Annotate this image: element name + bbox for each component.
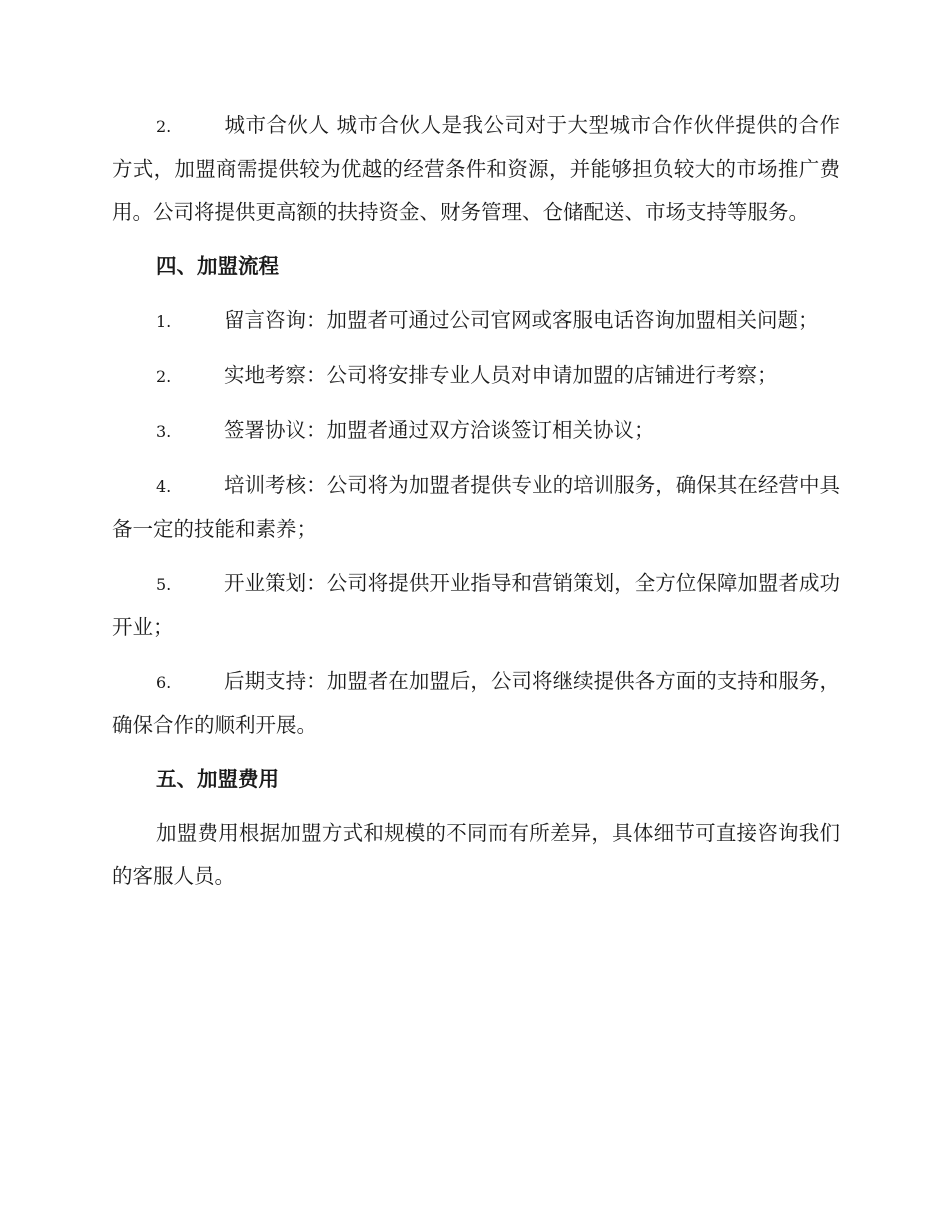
- step-text: 开业策划：公司将提供开业指导和营销策划，全方位保障加盟者成功开业；: [112, 571, 840, 639]
- step-text: 实地考察：公司将安排专业人员对申请加盟的店铺进行考察；: [224, 363, 778, 387]
- fees-paragraph: 加盟费用根据加盟方式和规模的不同而有所差异，具体细节可直接咨询我们的客服人员。: [112, 821, 840, 888]
- step-number: 4.: [156, 477, 172, 496]
- item-text: 城市合伙人 城市合伙人是我公司对于大型城市合作伙伴提供的合作方式，加盟商需提供较为优越的经营条件和资源，并能够担负较大的市场推广费用。公司将提供更高额的扶持资金、财务管理、仓储配送、市场支持等服务。: [112, 113, 840, 224]
- process-step-5: [112, 562, 840, 649]
- process-step-1: [112, 299, 840, 343]
- process-step-6: [112, 660, 840, 747]
- process-step-3: [112, 409, 840, 453]
- step-text: 培训考核：公司将为加盟者提供专业的培训服务，确保其在经营中具备一定的技能和素养；: [112, 473, 840, 541]
- section-heading-fees: 五、加盟费用: [156, 767, 279, 791]
- step-number: 5.: [156, 575, 172, 594]
- process-step-4: [112, 464, 840, 551]
- section-heading-process: 四、加盟流程: [156, 254, 279, 278]
- step-text: 后期支持：加盟者在加盟后，公司将继续提供各方面的支持和服务，确保合作的顺利开展。: [112, 669, 840, 737]
- partner-item: [112, 104, 840, 234]
- step-number: 1.: [156, 312, 172, 331]
- step-number: 6.: [156, 673, 172, 692]
- process-step-2: [112, 354, 840, 398]
- step-text: 签署协议：加盟者通过双方洽谈签订相关协议；: [224, 418, 655, 442]
- step-number: 2.: [156, 367, 172, 386]
- step-text: 留言咨询：加盟者可通过公司官网或客服电话咨询加盟相关问题；: [224, 308, 819, 332]
- step-number: 3.: [156, 422, 172, 441]
- document-page: [112, 104, 840, 898]
- item-number: 2.: [156, 117, 172, 136]
